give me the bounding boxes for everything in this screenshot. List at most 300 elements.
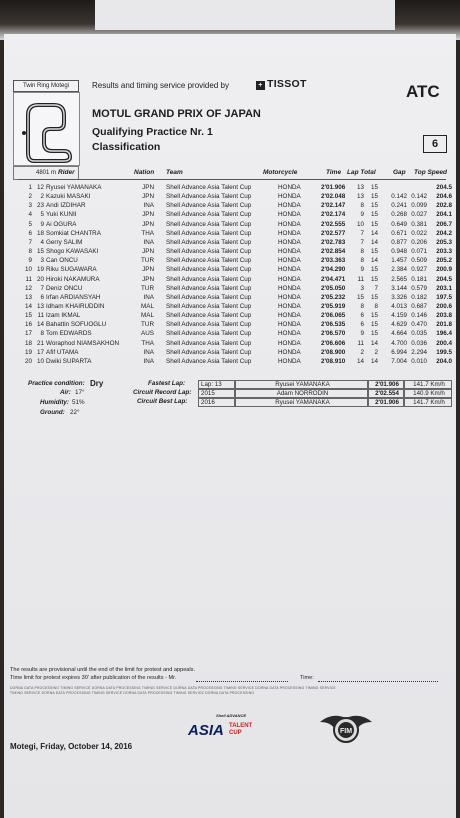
table-row (0, 348, 460, 357)
cell-total: 15 (370, 275, 378, 283)
cell-gap1: 0.671 (391, 229, 407, 237)
cell-time: 2'02.555 (321, 220, 346, 228)
cell-team: Shell Advance Asia Talent Cup (166, 238, 252, 246)
cell-gap1: 0.142 (391, 193, 407, 201)
cell-nat: MAL (141, 312, 154, 320)
cell-gap2: 0.142 (411, 193, 427, 201)
cell-time: 2'05.919 (321, 302, 346, 310)
cell-gap2: 0.927 (411, 266, 427, 274)
cell-speed: 202.8 (436, 202, 452, 210)
cell-lap: 13 (356, 184, 364, 191)
cell-rider: Bahattin SOFUOGLU (46, 321, 107, 329)
cell-time: 2'04.290 (321, 266, 346, 274)
event-title: MOTUL GRAND PRIX OF JAPAN (92, 108, 261, 120)
record-label: Fastest Lap: (148, 380, 186, 387)
practice-condition-value: Dry (90, 379, 104, 388)
cell-gap1: 4.664 (391, 330, 407, 338)
paper-fold (95, 0, 395, 30)
table-row (0, 311, 460, 320)
cell-speed: 203.3 (436, 248, 452, 256)
cell-gap1: 4.159 (391, 312, 407, 320)
cell-gap2: 0.036 (411, 339, 427, 347)
cell-rider: Izam IKMAL (46, 312, 81, 320)
record-label: Circuit Best Lap: (137, 398, 188, 405)
cell-num: 20 (36, 275, 44, 283)
cell-speed: 203.1 (436, 284, 452, 292)
cell-lap: 11 (357, 339, 364, 347)
cell-nat: INA (143, 357, 154, 365)
table-row (0, 229, 460, 238)
cell-pos: 20 (24, 357, 32, 365)
cell-rider: Dwiki SUPARTA (46, 357, 92, 365)
cell-gap2: 2.294 (411, 348, 427, 356)
cell-moto: HONDA (278, 229, 301, 237)
cell-total: 15 (370, 248, 378, 256)
cell-rider: Idham KHAIRUDDIN (46, 302, 105, 310)
cell-pos: 1 (28, 184, 32, 191)
cell-lap: 8 (360, 302, 364, 310)
cell-nat: JPN (142, 184, 154, 191)
cell-num: 2 (40, 193, 44, 201)
fim-text: FIM (339, 728, 353, 735)
cell-speed: 204.5 (436, 184, 452, 191)
cell-gap2: 0.509 (411, 257, 427, 265)
cell-num: 10 (36, 357, 44, 365)
table-row (0, 210, 460, 219)
cell-gap1: 4.629 (391, 321, 407, 329)
cell-pos: 16 (24, 321, 32, 329)
cell-speed: 196.4 (436, 330, 452, 338)
cell-lap: 9 (360, 211, 364, 219)
cell-num: 19 (36, 266, 44, 274)
track-length: 4801 m (13, 166, 79, 180)
cell-pos: 5 (28, 220, 32, 228)
cell-speed: 206.7 (436, 220, 452, 228)
cell-team: Shell Advance Asia Talent Cup (166, 348, 252, 356)
cell-time: 2'01.906 (321, 184, 346, 191)
cell-moto: HONDA (278, 330, 301, 338)
cell-rider: Deniz ONCU (46, 284, 83, 292)
cell-num: 5 (40, 211, 44, 219)
cell-moto: HONDA (278, 302, 301, 310)
cell-rider: Ai OGURA (46, 220, 77, 228)
cell-time: 2'03.363 (321, 257, 346, 265)
cell-gap1: 0.649 (391, 220, 407, 228)
cell-total: 15 (370, 193, 378, 201)
cell-rider: Kazuki MASAKI (46, 193, 91, 201)
cell-team: Shell Advance Asia Talent Cup (166, 302, 252, 310)
time-label: Time: (300, 675, 314, 681)
cell-rider: Hiroki NAKAMURA (46, 275, 100, 283)
cell-team: Shell Advance Asia Talent Cup (166, 184, 252, 191)
cell-gap2: 0.381 (411, 220, 427, 228)
cell-time: 2'06.535 (321, 321, 346, 329)
cell-lap: 13 (356, 193, 364, 201)
cell-rider: Afif UTAMA (46, 348, 79, 356)
cell-num: 9 (40, 220, 44, 228)
cell-pos: 6 (28, 229, 32, 237)
cell-rider: Somkiat CHANTRA (46, 229, 101, 237)
cell-moto: HONDA (278, 266, 301, 274)
fine-print-1: DORNA DATA PROCESSING TIMING SERVICE DORNA DATA PROCESSING TIMING SERVICE DORNA DATA PROCESSING TIMING SERVICE DORNA DATA PROCESSING TIMING SERVICE (10, 686, 336, 690)
cell-pos: 15 (24, 312, 32, 320)
table-row (0, 293, 460, 302)
cell-nat: INA (143, 293, 154, 301)
cell-num: 23 (36, 202, 44, 210)
cell-total: 15 (370, 202, 378, 210)
cell-speed: 203.8 (436, 312, 452, 320)
cell-team: Shell Advance Asia Talent Cup (166, 321, 252, 329)
cell-team: Shell Advance Asia Talent Cup (166, 211, 252, 219)
page-number: 6 (423, 135, 447, 153)
sponsor-small: Shell ADVANCE (216, 713, 247, 718)
cell-rider: Woraphod NIAMSAKHON (46, 339, 120, 347)
cell-time: 2'02.147 (321, 202, 346, 210)
cell-team: Shell Advance Asia Talent Cup (166, 275, 252, 283)
col-lap-total: Lap Total (347, 169, 376, 176)
cell-total: 15 (370, 330, 378, 338)
col-time: Time (326, 169, 342, 176)
cell-total: 15 (370, 211, 378, 219)
cell-time: 2'08.900 (321, 348, 346, 356)
cell-total: 2 (374, 348, 378, 356)
table-row (0, 256, 460, 265)
record-ref: 2015 (198, 389, 235, 398)
cell-rider: Yuki KUNII (46, 211, 77, 219)
cell-lap: 6 (360, 312, 364, 320)
cell-gap1: 0.241 (391, 202, 407, 210)
cell-gap1: 0.877 (391, 238, 407, 246)
cell-moto: HONDA (278, 357, 301, 365)
cell-speed: 199.5 (436, 348, 452, 356)
cell-gap1: 6.994 (391, 348, 407, 356)
cell-gap1: 3.326 (391, 293, 407, 301)
air-value: 17° (75, 389, 85, 396)
cell-nat: JPN (142, 193, 154, 201)
ground-label: Ground: (40, 409, 65, 416)
document-type: Classification (92, 141, 161, 153)
cell-team: Shell Advance Asia Talent Cup (166, 202, 252, 210)
cell-rider: Shogo KAWASAKI (46, 248, 99, 256)
cell-gap2: 0.206 (411, 238, 427, 246)
cell-time: 2'06.065 (321, 312, 346, 320)
cell-nat: TUR (141, 284, 154, 292)
cell-team: Shell Advance Asia Talent Cup (166, 293, 252, 301)
cell-pos: 12 (24, 284, 32, 292)
col-top-speed: Top Speed (414, 169, 447, 176)
cell-time: 2'06.570 (321, 330, 346, 338)
practice-condition-label: Practice condition: (28, 380, 85, 387)
cell-num: 15 (36, 248, 44, 256)
table-row (0, 329, 460, 338)
col-nation: Nation (134, 169, 155, 176)
cell-gap2: 0.146 (411, 312, 427, 320)
cell-moto: HONDA (278, 238, 301, 246)
cell-time: 2'05.232 (321, 293, 346, 301)
cell-moto: HONDA (278, 339, 301, 347)
cell-nat: JPN (142, 220, 154, 228)
cell-nat: JPN (142, 275, 154, 283)
cell-pos: 13 (24, 293, 32, 301)
record-speed: 141.7 Km/h (404, 398, 452, 407)
cell-team: Shell Advance Asia Talent Cup (166, 229, 252, 237)
cell-gap1: 1.457 (391, 257, 407, 265)
table-row (0, 265, 460, 274)
table-row (0, 192, 460, 201)
cell-total: 14 (370, 238, 378, 246)
cell-pos: 9 (28, 257, 32, 265)
cell-moto: HONDA (278, 202, 301, 210)
record-ref: 2016 (198, 398, 235, 407)
cell-gap2: 0.022 (411, 229, 427, 237)
cell-total: 15 (370, 321, 378, 329)
cell-time: 2'05.050 (321, 284, 346, 292)
session-title: Qualifying Practice Nr. 1 (92, 126, 213, 138)
cell-lap: 11 (357, 275, 364, 283)
cell-rider: Tom EDWARDS (46, 330, 92, 338)
cell-time: 2'02.048 (321, 193, 346, 201)
cell-total: 15 (370, 184, 378, 191)
circuit-name: Twin Ring Motegi (13, 80, 79, 92)
cell-total: 7 (374, 284, 378, 292)
table-row (0, 183, 460, 192)
cell-num: 13 (36, 302, 44, 310)
cell-moto: HONDA (278, 184, 301, 191)
cell-moto: HONDA (278, 220, 301, 228)
table-row (0, 238, 460, 247)
cell-num: 4 (40, 238, 44, 246)
table-row (0, 357, 460, 366)
col-team: Team (166, 169, 183, 176)
protest-signature-line (196, 681, 288, 682)
cell-time: 2'02.854 (321, 248, 346, 256)
cell-total: 8 (374, 302, 378, 310)
cell-nat: MAL (141, 302, 154, 310)
cell-time: 2'04.471 (321, 275, 346, 283)
cell-team: Shell Advance Asia Talent Cup (166, 339, 252, 347)
cell-num: 14 (36, 321, 44, 329)
cell-gap2: 0.099 (411, 202, 427, 210)
cell-num: 17 (36, 348, 44, 356)
cell-gap1: 2.384 (391, 266, 407, 274)
cell-pos: 19 (24, 348, 32, 356)
ground-value: 22° (70, 409, 80, 416)
cell-num: 11 (37, 312, 44, 320)
table-row (0, 201, 460, 210)
cell-total: 14 (370, 339, 378, 347)
cell-total: 14 (370, 257, 378, 265)
table-row (0, 284, 460, 293)
cell-lap: 15 (356, 293, 364, 301)
cell-gap2: 0.071 (411, 248, 427, 256)
table-row (0, 320, 460, 329)
cell-team: Shell Advance Asia Talent Cup (166, 266, 252, 274)
tissot-logo (256, 78, 307, 90)
cell-gap1: 3.144 (391, 284, 407, 292)
cell-team: Shell Advance Asia Talent Cup (166, 312, 252, 320)
cell-gap1: 0.948 (391, 248, 407, 256)
cell-rider: Gerry SALIM (46, 238, 83, 246)
humidity-label: Humidity: (40, 399, 70, 406)
cell-team: Shell Advance Asia Talent Cup (166, 330, 252, 338)
cell-lap: 6 (360, 321, 364, 329)
fim-logo (318, 708, 374, 748)
cell-pos: 14 (24, 302, 32, 310)
cell-speed: 205.3 (436, 238, 452, 246)
place-date: Motegi, Friday, October 14, 2016 (10, 742, 133, 751)
cell-speed: 204.5 (436, 275, 452, 283)
asia-talent-cup-logo (188, 713, 268, 747)
record-rider: Adam NORRODIN (235, 389, 368, 398)
fine-print-2: TIMING SERVICE DORNA DATA PROCESSING TIMING SERVICE DORNA DATA PROCESSING TIMING SERVICE DORNA DATA PROCESSING (10, 691, 255, 695)
cell-pos: 7 (28, 238, 32, 246)
cell-gap2: 0.579 (411, 284, 427, 292)
cell-num: 7 (40, 284, 44, 292)
series-code: ATC (406, 82, 440, 101)
record-speed: 141.7 Km/h (404, 380, 452, 389)
cell-nat: JPN (142, 248, 154, 256)
cell-gap2: 0.027 (411, 211, 427, 219)
cell-speed: 200.6 (436, 302, 452, 310)
cell-speed: 204.6 (436, 193, 452, 201)
cell-nat: INA (143, 238, 154, 246)
cell-rider: Riku SUGAWARA (46, 266, 97, 274)
cell-speed: 197.5 (436, 293, 452, 301)
cell-moto: HONDA (278, 248, 301, 256)
cell-speed: 201.8 (436, 321, 452, 329)
cell-gap1: 4.013 (391, 302, 407, 310)
cell-lap: 14 (356, 357, 364, 365)
cell-moto: HONDA (278, 284, 301, 292)
cell-pos: 11 (25, 275, 32, 283)
cell-num: 3 (40, 257, 44, 265)
cell-gap2: 0.182 (411, 293, 427, 301)
col-motorcycle: Motorcycle (263, 169, 298, 176)
cell-team: Shell Advance Asia Talent Cup (166, 284, 252, 292)
cell-rider: Andi IZDIHAR (46, 202, 86, 210)
air-label: Air: (60, 389, 71, 396)
cell-total: 15 (370, 220, 378, 228)
record-rider: Ryusei YAMANAKA (235, 380, 368, 389)
cell-lap: 7 (360, 238, 364, 246)
record-time: 2'01.906 (368, 380, 404, 389)
cell-pos: 4 (28, 211, 32, 219)
cell-time: 2'08.910 (321, 357, 346, 365)
protest-note: Time limit for protest expires 30' after publication of the results - Mr. (10, 675, 177, 681)
cell-team: Shell Advance Asia Talent Cup (166, 357, 252, 365)
cell-team: Shell Advance Asia Talent Cup (166, 193, 252, 201)
cell-rider: Can ONCU (46, 257, 78, 265)
cell-gap1: 0.268 (391, 211, 407, 219)
cell-nat: TUR (141, 257, 154, 265)
cell-speed: 205.2 (436, 257, 452, 265)
cell-nat: INA (143, 348, 154, 356)
cell-rider: Irfan ARDIANSYAH (46, 293, 101, 301)
timing-brand: TISSOT (267, 78, 307, 90)
cell-nat: INA (143, 202, 154, 210)
sponsor-sub1: TALENT (229, 723, 253, 729)
cell-team: Shell Advance Asia Talent Cup (166, 257, 252, 265)
record-time: 2'01.906 (368, 398, 404, 407)
cell-lap: 7 (360, 229, 364, 237)
record-speed: 140.9 Km/h (404, 389, 452, 398)
cell-gap2: 0.010 (411, 357, 427, 365)
cell-nat: AUS (141, 330, 154, 338)
time-signature-line (318, 681, 438, 682)
cell-speed: 204.1 (436, 211, 452, 219)
cell-nat: THA (141, 339, 154, 347)
cell-moto: HONDA (278, 275, 301, 283)
cell-lap: 8 (360, 248, 364, 256)
provided-by-text: Results and timing service provided by (92, 81, 229, 90)
cell-num: 21 (36, 339, 44, 347)
cell-total: 14 (370, 229, 378, 237)
cell-total: 14 (370, 357, 378, 365)
cell-num: 18 (36, 229, 44, 237)
cell-num: 6 (40, 293, 44, 301)
cell-moto: HONDA (278, 293, 301, 301)
cell-pos: 10 (24, 266, 32, 274)
cell-moto: HONDA (278, 193, 301, 201)
cell-lap: 2 (360, 348, 364, 356)
cell-moto: HONDA (278, 257, 301, 265)
cell-team: Shell Advance Asia Talent Cup (166, 220, 252, 228)
table-row (0, 247, 460, 256)
cell-nat: TUR (141, 321, 154, 329)
cell-speed: 204.0 (436, 357, 452, 365)
cell-gap2: 0.687 (411, 302, 427, 310)
cell-num: 12 (36, 184, 44, 191)
record-label: Circuit Record Lap: (133, 389, 192, 396)
table-row (0, 275, 460, 284)
cell-lap: 3 (360, 284, 364, 292)
sponsor-main: ASIA (188, 722, 224, 739)
cell-speed: 200.9 (436, 266, 452, 274)
cell-pos: 3 (28, 202, 32, 210)
cell-time: 2'02.783 (321, 238, 346, 246)
cell-lap: 8 (360, 257, 364, 265)
cell-speed: 204.2 (436, 229, 452, 237)
cell-rider: Ryusei YAMANAKA (46, 184, 102, 191)
cell-nat: THA (141, 229, 154, 237)
cell-time: 2'06.606 (321, 339, 346, 347)
cell-num: 8 (40, 330, 44, 338)
cell-gap1: 2.565 (391, 275, 407, 283)
cell-pos: 17 (24, 330, 32, 338)
cell-team: Shell Advance Asia Talent Cup (166, 248, 252, 256)
cell-time: 2'02.577 (321, 229, 346, 237)
record-ref: Lap: 13 (198, 380, 235, 389)
record-rider: Ryusei YAMANAKA (235, 398, 368, 407)
cell-pos: 8 (28, 248, 32, 256)
cell-moto: HONDA (278, 211, 301, 219)
cell-nat: JPN (142, 211, 154, 219)
table-row (0, 302, 460, 311)
cell-total: 15 (370, 312, 378, 320)
cell-moto: HONDA (278, 348, 301, 356)
cell-lap: 10 (356, 220, 364, 228)
cell-pos: 18 (24, 339, 32, 347)
record-time: 2'02.554 (368, 389, 404, 398)
tissot-cross-icon: + (256, 81, 265, 90)
cell-gap1: 7.004 (391, 357, 407, 365)
cell-nat: JPN (142, 266, 154, 274)
cell-gap2: 0.470 (411, 321, 427, 329)
cell-lap: 8 (360, 202, 364, 210)
cell-moto: HONDA (278, 312, 301, 320)
sponsor-sub2: CUP (229, 730, 242, 736)
cell-lap: 9 (360, 266, 364, 274)
